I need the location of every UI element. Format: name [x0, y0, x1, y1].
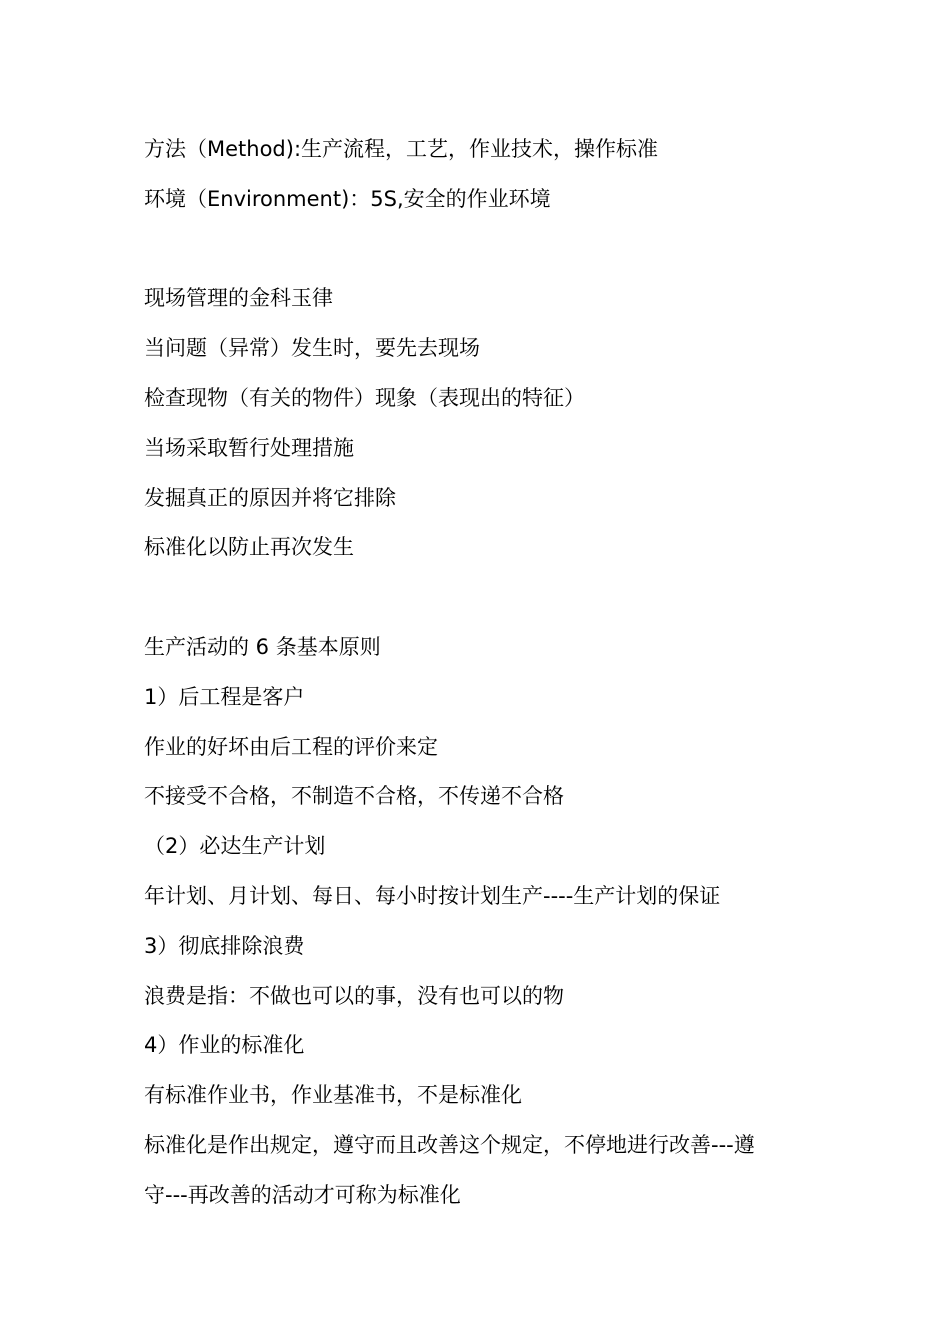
principle-heading-2: （2）必达生产计划 — [144, 834, 326, 859]
text-line-environment: 环境（Environment)：5S,安全的作业环境 — [144, 186, 551, 211]
section-heading-golden-rules: 现场管理的金科玉律 — [144, 286, 333, 311]
text-line: 发掘真正的原因并将它排除 — [144, 485, 396, 510]
text-line: 有标准作业书，作业基准书，不是标准化 — [144, 1083, 522, 1108]
principle-heading-3: 3）彻底排除浪费 — [144, 933, 305, 958]
text-line: 不接受不合格，不制造不合格，不传递不合格 — [144, 784, 564, 809]
text-line: 浪费是指：不做也可以的事，没有也可以的物 — [144, 983, 564, 1008]
text-line: 作业的好坏由后工程的评价来定 — [144, 734, 438, 759]
document-body — [144, 125, 814, 1221]
text-line: 当场采取暂行处理措施 — [144, 435, 354, 460]
text-line: 当问题（异常）发生时，要先去现场 — [144, 336, 480, 361]
text-line-method: 方法（Method):生产流程，工艺，作业技术，操作标准 — [144, 137, 659, 161]
text-line: 标准化是作出规定，遵守而且改善这个规定，不停地进行改善---遵 — [144, 1132, 755, 1157]
text-line: 检查现物（有关的物件）现象（表现出的特征） — [144, 385, 585, 410]
text-line: 守---再改善的活动才可称为标准化 — [144, 1182, 461, 1207]
text-line: 标准化以防止再次发生 — [144, 535, 354, 560]
blank-line — [144, 225, 814, 275]
section-heading-six-principles: 生产活动的 6 条基本原则 — [144, 634, 381, 659]
principle-heading-4: 4）作业的标准化 — [144, 1033, 305, 1058]
principle-heading-1: 1）后工程是客户 — [144, 684, 305, 709]
text-line: 年计划、月计划、每日、每小时按计划生产----生产计划的保证 — [144, 883, 721, 908]
blank-line — [144, 573, 814, 623]
